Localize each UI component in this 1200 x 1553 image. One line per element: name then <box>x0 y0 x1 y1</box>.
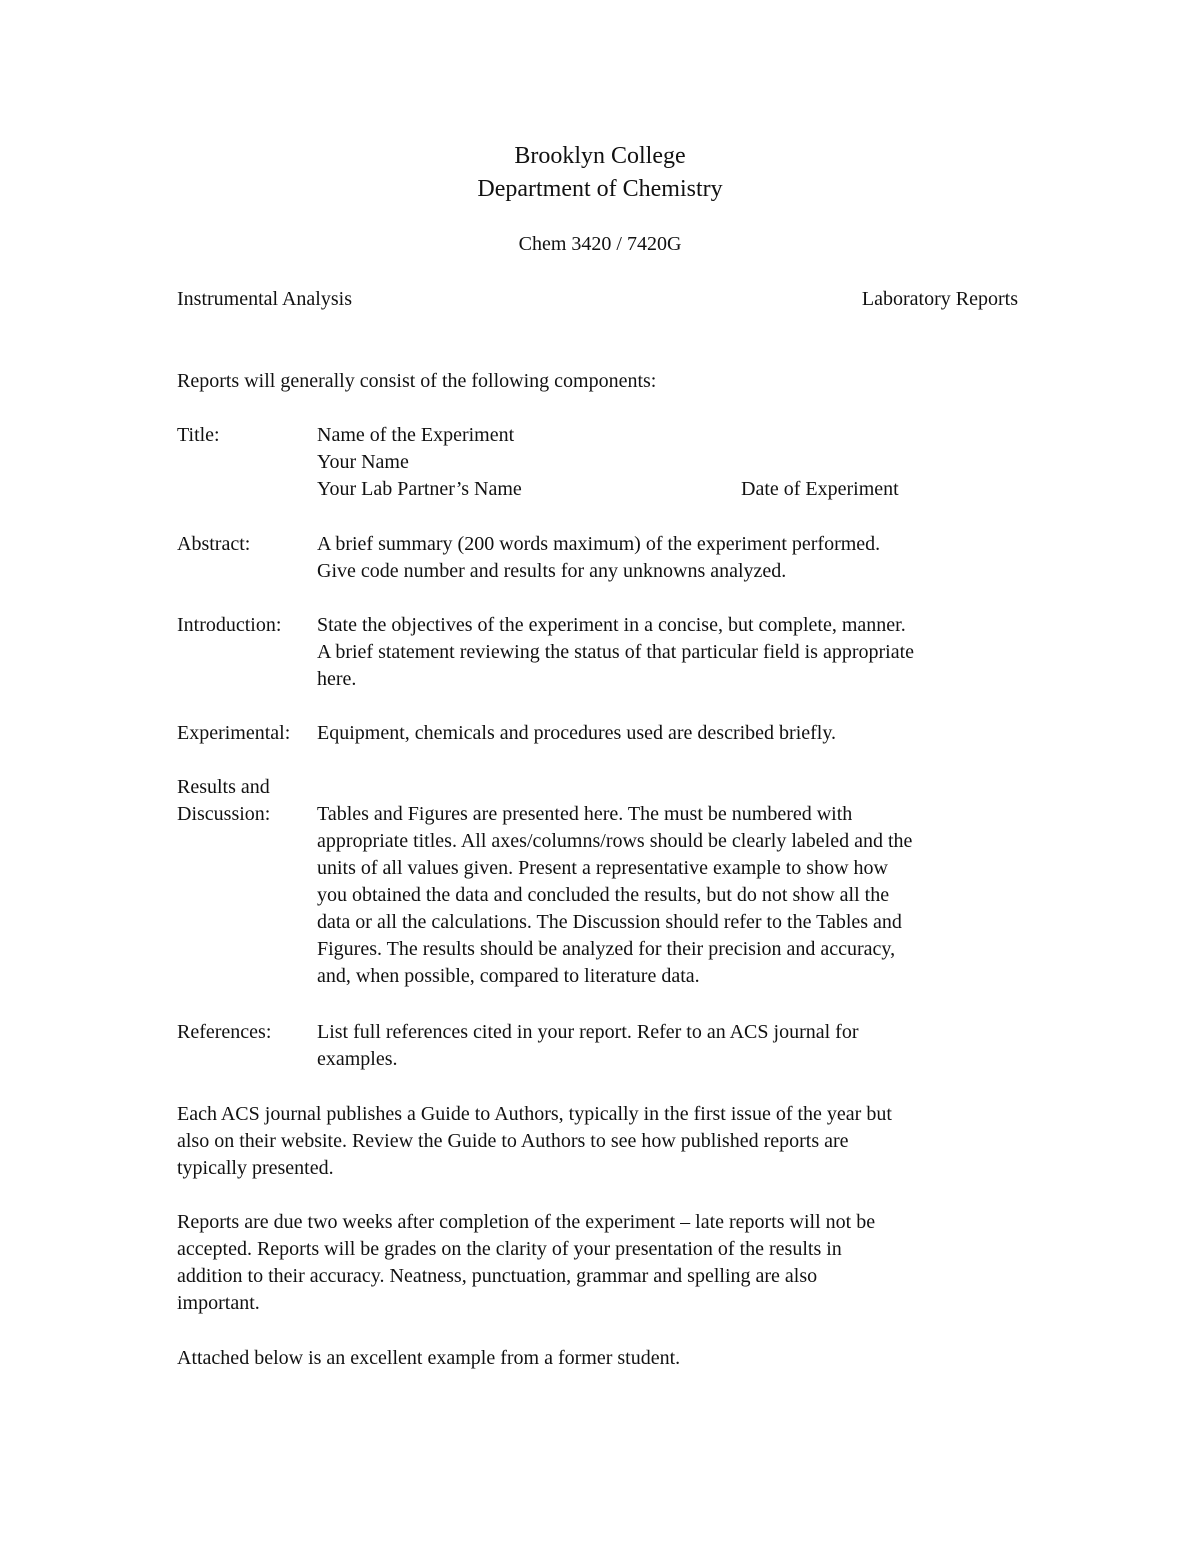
results-body <box>317 801 1037 990</box>
intro-text: Reports will generally consist of the following components: <box>177 370 657 392</box>
document-title: Laboratory Reports <box>861 288 1018 310</box>
institution-name: Brooklyn College <box>514 143 686 169</box>
results-line: appropriate titles. All axes/columns/rows should be clearly labeled and the <box>317 830 913 852</box>
due-line: accepted. Reports will be grades on the clarity of your presentation of the results in <box>177 1238 842 1260</box>
results-label-line: Results and <box>177 776 270 798</box>
attached-paragraph <box>177 1345 1037 1372</box>
references-line: examples. <box>317 1048 398 1070</box>
experimental-label: Experimental: <box>177 722 291 744</box>
guide-line: typically presented. <box>177 1157 334 1179</box>
results-line: units of all values given. Present a representative example to show how <box>317 857 888 879</box>
results-line: you obtained the data and concluded the results, but do not show all the <box>317 884 890 906</box>
results-line: and, when possible, compared to literature data. <box>317 965 700 987</box>
introduction-body <box>317 612 1037 693</box>
title-body <box>317 422 1037 503</box>
guide-line: Each ACS journal publishes a Guide to Authors, typically in the first issue of the year but <box>177 1103 892 1125</box>
results-label <box>177 774 270 828</box>
introduction-label: Introduction: <box>177 614 282 636</box>
results-line: data or all the calculations. The Discussion should refer to the Tables and <box>317 911 902 933</box>
date-of-experiment: Date of Experiment <box>741 478 899 500</box>
introduction-line: here. <box>317 668 357 690</box>
references-label: References: <box>177 1021 272 1043</box>
abstract-line: A brief summary (200 words maximum) of the experiment performed. <box>317 533 881 555</box>
guide-paragraph <box>177 1101 1037 1182</box>
references-line: List full references cited in your report. Refer to an ACS journal for <box>317 1021 859 1043</box>
department-name: Department of Chemistry <box>477 176 723 202</box>
abstract-label: Abstract: <box>177 533 251 555</box>
due-line: important. <box>177 1292 260 1314</box>
course-number: Chem 3420 / 7420G <box>518 233 682 255</box>
results-line: Tables and Figures are presented here. The must be numbered with <box>317 803 853 825</box>
experimental-body <box>317 720 1037 747</box>
due-paragraph <box>177 1209 1037 1317</box>
discussion-label-line: Discussion: <box>177 803 271 825</box>
title-line: Your Lab Partner’s Name <box>317 478 522 500</box>
experimental-line: Equipment, chemicals and procedures used are described briefly. <box>317 722 837 744</box>
title-label: Title: <box>177 424 220 446</box>
abstract-line: Give code number and results for any unknowns analyzed. <box>317 560 787 582</box>
attached-line: Attached below is an excellent example from a former student. <box>177 1347 681 1369</box>
guide-line: also on their website. Review the Guide to Authors to see how published reports are <box>177 1130 849 1152</box>
introduction-line: State the objectives of the experiment in a concise, but complete, manner. <box>317 614 906 636</box>
title-line: Name of the Experiment <box>317 424 515 446</box>
due-line: addition to their accuracy. Neatness, punctuation, grammar and spelling are also <box>177 1265 818 1287</box>
title-line: Your Name <box>317 451 409 473</box>
course-title: Instrumental Analysis <box>177 288 352 310</box>
due-line: Reports are due two weeks after completion of the experiment – late reports will not be <box>177 1211 876 1233</box>
introduction-line: A brief statement reviewing the status of that particular field is appropriate <box>317 641 915 663</box>
abstract-body <box>317 531 1037 585</box>
results-line: Figures. The results should be analyzed for their precision and accuracy, <box>317 938 896 960</box>
references-body <box>317 1019 1037 1073</box>
